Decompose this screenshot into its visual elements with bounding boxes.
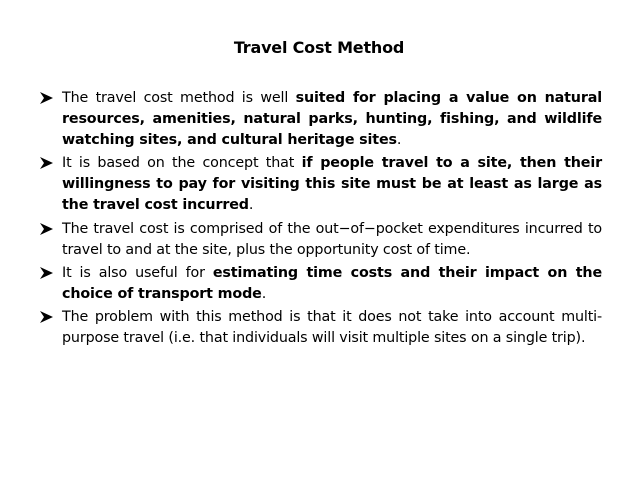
bullet-item <box>40 153 602 216</box>
arrow-bullet-icon <box>40 307 58 323</box>
arrow-bullet-icon <box>40 153 58 169</box>
arrow-bullet-icon <box>40 88 58 104</box>
bullet-item <box>40 219 602 261</box>
arrow-bullet-icon <box>40 219 58 235</box>
slide-title: Travel Cost Method <box>233 38 405 57</box>
bullet-text-bold: estimating time costs and their impact on the choice of transport mode <box>62 264 602 302</box>
bullet-text: . <box>396 132 402 149</box>
arrow-bullet-icon <box>40 263 58 279</box>
bullet-text: . <box>248 197 254 214</box>
bullet-text: . <box>261 285 267 302</box>
bullet-item <box>40 307 602 349</box>
bullet-text-bold: suited for placing a value on natural resources, amenities, natural parks, hunting, fishing, and wildlife watching sites, and cultural heritage sites <box>62 90 602 149</box>
bullet-list <box>40 88 602 351</box>
bullet-text: It is based on the concept that <box>62 155 302 172</box>
bullet-text: The travel cost method is well <box>62 90 296 106</box>
bullet-text: The problem with this method is that it does not take into account multi-purpose travel (i.e. that individuals will visit multiple sites on a single trip). <box>62 308 602 347</box>
bullet-text-bold: if people travel to a site, then their willingness to pay for visiting this site must be at least as large as the travel cost incurred <box>62 155 602 214</box>
bullet-item <box>40 263 602 305</box>
bullet-text: The travel cost is comprised of the out−of−pocket expenditures incurred to travel to and at the site, plus the opportunity cost of time. <box>62 220 602 258</box>
bullet-text: It is also useful for <box>62 264 213 281</box>
bullet-item <box>40 88 602 151</box>
